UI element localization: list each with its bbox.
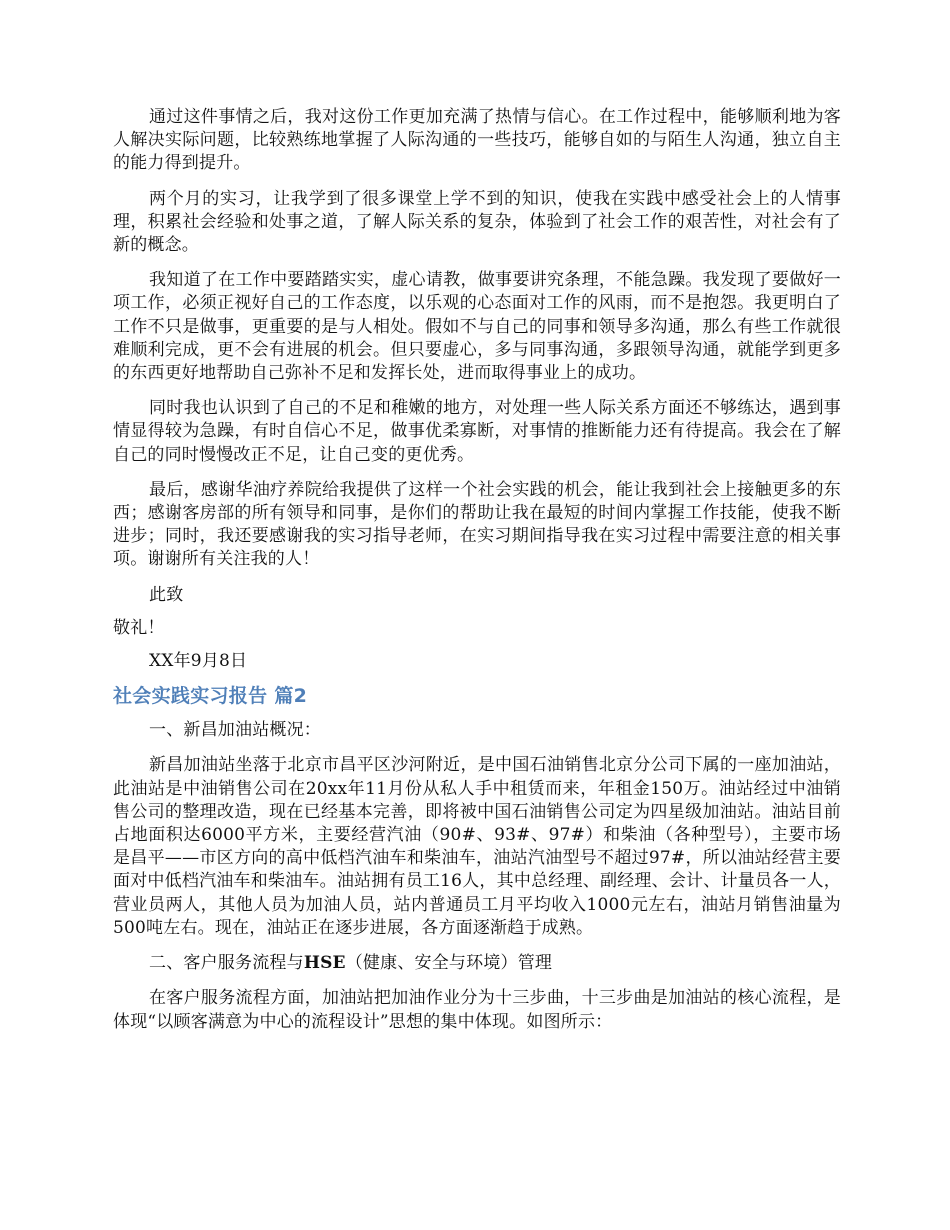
section-1-body: 新昌加油站坐落于北京市昌平区沙河附近，是中国石油销售北京分公司下属的一座加油站，此油站是中油销售公司在20xx年11月份从私人手中租赁而来，年租金150万。油站经过中油销售公司的整理改造，现在已经基本完善，即将被中国石油销售公司定为四星级加油站。油站目前占地面积达6000平方米，主要经营汽油（90#、93#、97#）和柴油（各种型号），主要市场是昌平——市区方向的高中低档汽油车和柴油车，油站汽油型号不超过97#，所以油站经营主要面对中低档汽油车和柴油车。油站拥有员工16人，其中总经理、副经理、会计、计量员各一人，营业员两人，其他人员为加油人员，站内普通员工月平均收入1000元左右，油站月销售油量为500吨左右。现在，油站正在逐步进展，各方面逐渐趋于成熟。 [113,755,841,938]
closing-salutation: 此致 [149,584,184,605]
letter-date: XX年9月8日 [149,651,248,672]
paragraph-2: 两个月的实习，让我学到了很多课堂上学不到的知识，使我在实践中感受社会上的人情事理，积累社会经验和处事之道，了解人际关系的复杂，体验到了社会工作的艰苦性，对社会有了新的概念。 [113,188,841,256]
section-2-title-suffix: （健康、安全与环境）管理 [345,953,553,974]
section-2-title-prefix: 二、客户服务流程与 [149,953,304,974]
section-2-body: 在客户服务流程方面，加油站把加油作业分为十三步曲，十三步曲是加油站的核心流程，是体现“以顾客满意为中心的流程设计”思想的集中体现。如图所示： [113,988,841,1032]
section-2-title [113,952,841,975]
document-page [113,106,841,1046]
paragraph-1: 通过这件事情之后，我对这份工作更加充满了热情与信心。在工作过程中，能够顺利地为客人解决实际问题，比较熟练地掌握了人际沟通的一些技巧，能够自如的与陌生人沟通，独立自主的能力得到提升。 [113,107,841,174]
paragraph-4: 同时我也认识到了自己的不足和稚嫩的地方，对处理一些人际关系方面还不够练达，遇到事情显得较为急躁，有时自信心不足，做事优柔寡断，对事情的推断能力还有待提高。我会在了解自己的同时慢慢改正不足，让自己变的更优秀。 [113,398,841,465]
closing-regards: 敬礼！ [113,617,165,638]
section-2-title-hse: HSE [303,953,346,974]
section-1-title: 一、新昌加油站概况： [149,720,321,741]
section-heading: 社会实践实习报告 篇2 [113,685,308,708]
paragraph-5: 最后，感谢华油疗养院给我提供了这样一个社会实践的机会，能让我到社会上接触更多的东西；感谢客房部的所有领导和同事，是你们的帮助让我在最短的时间内掌握工作技能，使我不断进步；同时，我还要感谢我的实习指导老师，在实习期间指导我在实习过程中需要注意的相关事项。谢谢所有关注我的人！ [113,479,841,570]
paragraph-3: 我知道了在工作中要踏踏实实，虚心请教，做事要讲究条理，不能急躁。我发现了要做好一项工作，必须正视好自己的工作态度，以乐观的心态面对工作的风雨，而不是抱怨。我更明白了工作不只是做事，更重要的是与人相处。假如不与自己的同事和领导多沟通，那么有些工作就很难顺利完成，更不会有进展的机会。但只要虚心，多与同事沟通，多跟领导沟通，就能学到更多的东西更好地帮助自己弥补不足和发挥长处，进而取得事业上的成功。 [113,270,841,384]
